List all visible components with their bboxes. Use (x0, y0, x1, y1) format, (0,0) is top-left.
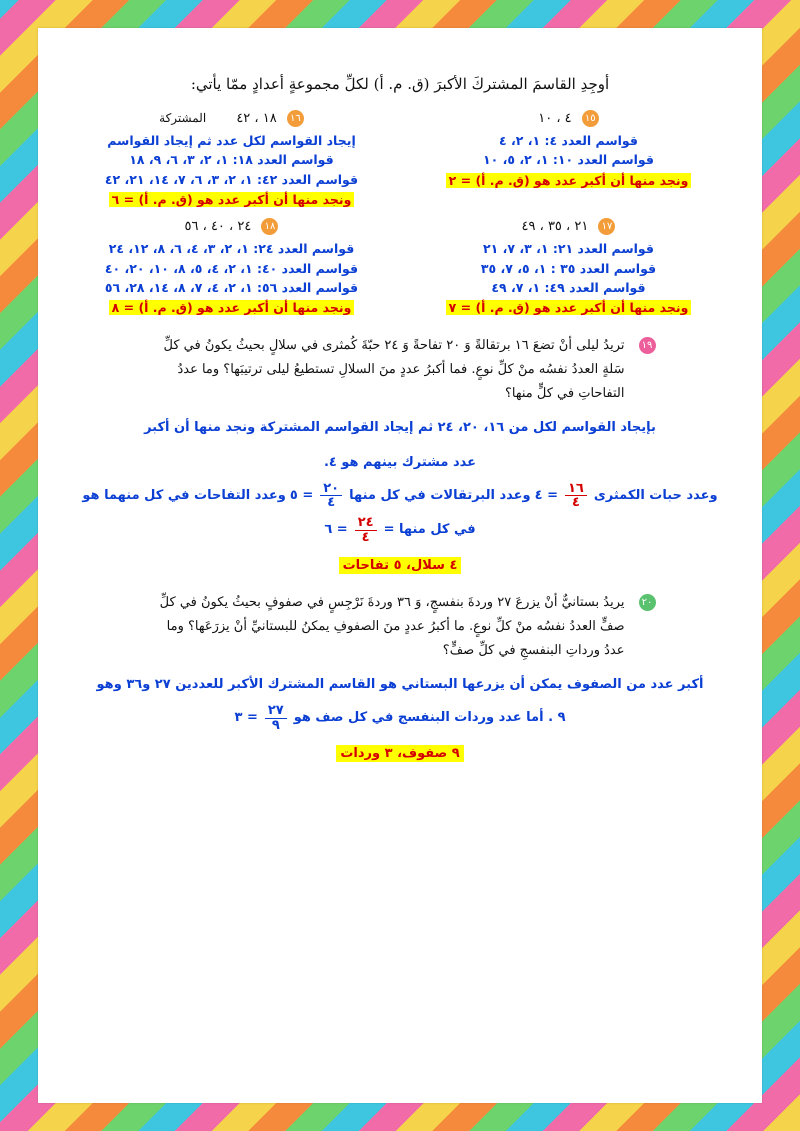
problem-19-fraction-1-denominator: ٤ (571, 495, 580, 511)
exercise-18 (72, 218, 391, 316)
problem-19-fraction-1-numerator: ١٦ (565, 482, 587, 497)
problem-19-fraction-2-numerator: ٢٠ (320, 482, 342, 497)
exercise-17-line-2: قواسم العدد ٣٥ : ١، ٥، ٧، ٣٥ (480, 260, 657, 276)
exercise-16 (72, 110, 391, 208)
problem-19-seg-2: = ٤ (534, 487, 558, 503)
problem-19-fraction-3 (355, 516, 377, 544)
exercise-16-numbers: ١٨ ، ٤٢ (236, 111, 277, 126)
exercise-16-line-1: قواسم العدد ١٨: ١، ٢، ٣، ٦، ٩، ١٨ (129, 152, 334, 168)
problem-19-fraction-3-numerator: ٢٤ (355, 516, 377, 531)
problem-19-answer-line-1: بإيجاد القواسم لكل من ١٦، ٢٠، ٢٤ ثم إيجاد القواسم المشتركة ونجد منها أن أكبر (144, 420, 656, 436)
problem-20-seg-1: ٩ . أما عدد وردات البنفسج في كل صف هو (293, 709, 566, 725)
problem-20-fraction (265, 704, 287, 732)
problem-19-answer-row-1 (72, 482, 728, 510)
exercise-18-result: ونجد منها أن أكبر عدد هو (ق. م. أ) = ٨ (109, 300, 355, 315)
problem-20-number: ٢٠ (639, 594, 656, 611)
exercise-17-line-3: قواسم العدد ٤٩: ١، ٧، ٤٩ (491, 279, 646, 295)
problem-20-fraction-denominator: ٩ (271, 717, 280, 733)
problem-19-final-answer-wrap (72, 554, 728, 573)
problem-19-fraction-1 (565, 482, 587, 510)
problem-19-fraction-2-denominator: ٤ (327, 495, 336, 511)
exercise-18-line-1: قواسم العدد ٢٤: ١، ٢، ٣، ٤، ٦، ٨، ١٢، ٢٤ (108, 241, 355, 257)
exercise-18-line-2: قواسم العدد ٤٠: ١، ٢، ٤، ٥، ٨، ١٠، ٢٠، ٤٠ (104, 260, 359, 276)
exercise-15-line-2: قواسم العدد ١٠: ١، ٢، ٥، ١٠ (483, 152, 654, 168)
problem-19-seg-3: وعدد البرتقالات في كل منها (349, 487, 531, 503)
problem-19-row2-seg-1: في كل منها = (383, 521, 476, 537)
exercise-15 (409, 110, 728, 208)
exercise-15-line-1: قواسم العدد ٤: ١، ٢، ٤ (499, 133, 638, 148)
exercise-15-result: ونجد منها أن أكبر عدد هو (ق. م. أ) = ٢ (446, 173, 692, 188)
exercise-17-line-1: قواسم العدد ٢١: ١، ٣، ٧، ٢١ (483, 241, 654, 257)
problem-19-seg-1: وعدد حبات الكمثرى (593, 487, 718, 503)
exercise-row-2 (72, 218, 728, 316)
exercise-17-number: ١٧ (598, 218, 615, 235)
exercise-16-line-2: قواسم العدد ٤٢: ١، ٢، ٣، ٦، ٧، ١٤، ٢١، ٤٢ (104, 171, 359, 187)
problem-20-fraction-numerator: ٢٧ (265, 704, 287, 719)
problem-19-final-answer: ٤ سلال، ٥ تفاحات (339, 557, 462, 574)
exercise-18-header (72, 218, 391, 235)
problem-20-text: يريدُ بستانيٌّ أنْ يزرعَ ٢٧ وردةَ بنفسجٍ، وَ ٣٦ وردةَ نَرْجِسٍ في صفوفٍ بحيثُ يكونُ في كلِّ صفٍّ العددُ نفسُه منْ كلِّ نوعٍ. ما أكبرُ عددٍ منَ الصفوفِ يمكنُ للبستانيِّ أنْ يزرَعَها؟ وما عددُ ورداتِ البنفسجِ في كلِّ صفٍّ؟ (159, 595, 625, 659)
exercise-18-numbers: ٢٤ ، ٤٠ ، ٥٦ (184, 219, 252, 235)
problem-20 (72, 591, 728, 663)
problem-19-number: ١٩ (639, 337, 656, 354)
problem-19-seg-5: وعدد التفاحات في كل منهما هو (82, 487, 286, 503)
exercise-15-numbers: ٤ ، ١٠ (538, 111, 572, 126)
worksheet-content (38, 28, 762, 1103)
problem-19-seg-4: = ٥ (289, 487, 314, 503)
exercise-17-numbers: ٢١ ، ٣٥ ، ٤٩ (521, 219, 589, 235)
exercise-16-number: ١٦ (287, 110, 304, 127)
problem-20-answer-line-1: أكبر عدد من الصفوف يمكن أن يزرعها البستاني هو القاسم المشترك الأكبر للعددين ٢٧ و٣٦ وهو (96, 677, 704, 693)
exercise-16-extra: المشتركة (159, 111, 207, 125)
problem-19-fraction-2 (320, 482, 342, 510)
exercise-17 (409, 218, 728, 316)
exercise-row-1 (72, 110, 728, 208)
problem-20-final-answer: ٩ صفوف، ٣ وردات (336, 745, 463, 762)
problem-20-seg-2: = ٣ (234, 709, 258, 725)
problem-19-fraction-3-denominator: ٤ (361, 529, 370, 545)
exercise-15-header (409, 110, 728, 127)
problem-19-answer-row-2 (72, 516, 728, 544)
problem-19-text: تريدُ ليلى أنْ تضعَ ١٦ برتقالةً وَ ٢٠ تفاحةً وَ ٢٤ حبّةَ كُمثرى في سلالٍ بحيثُ يكونُ في كلِّ سَلةٍ العددُ نفسُه منْ كلِّ نوعٍ. فما أكبرُ عددٍ منَ السلالِ تستطيعُ ليلى ترتيبَها؟ وما عددُ التفاحاتِ في كلٍّ منها؟ (163, 338, 625, 402)
worksheet-page (38, 28, 762, 1103)
problem-20-final-answer-wrap (72, 742, 728, 761)
exercise-18-line-3: قواسم العدد ٥٦: ١، ٢، ٤، ٧، ٨، ١٤، ٢٨، ٥٦ (104, 279, 359, 295)
exercise-17-header (409, 218, 728, 235)
exercise-17-result: ونجد منها أن أكبر عدد هو (ق. م. أ) = ٧ (446, 300, 692, 315)
exercise-16-header (72, 110, 391, 127)
problem-19-row2-seg-2: = ٦ (324, 521, 348, 537)
page-title: أوجِدِ القاسمَ المشتركَ الأكبرَ (ق. م. أ) لكلِّ مجموعةٍ أعدادٍ ممّا يأتي: (190, 75, 610, 93)
problem-19 (72, 334, 728, 406)
exercise-15-number: ١٥ (582, 110, 599, 127)
exercise-16-instruction: إيجاد القواسم لكل عدد ثم إيجاد القواسم (107, 133, 356, 148)
exercise-18-number: ١٨ (261, 218, 278, 235)
exercise-16-result: ونجد منها أن أكبر عدد هو (ق. م. أ) = ٦ (109, 192, 355, 207)
problem-19-answer-line-2: عدد مشترك بينهم هو ٤. (323, 455, 477, 471)
problem-20-answer-row (72, 704, 728, 732)
